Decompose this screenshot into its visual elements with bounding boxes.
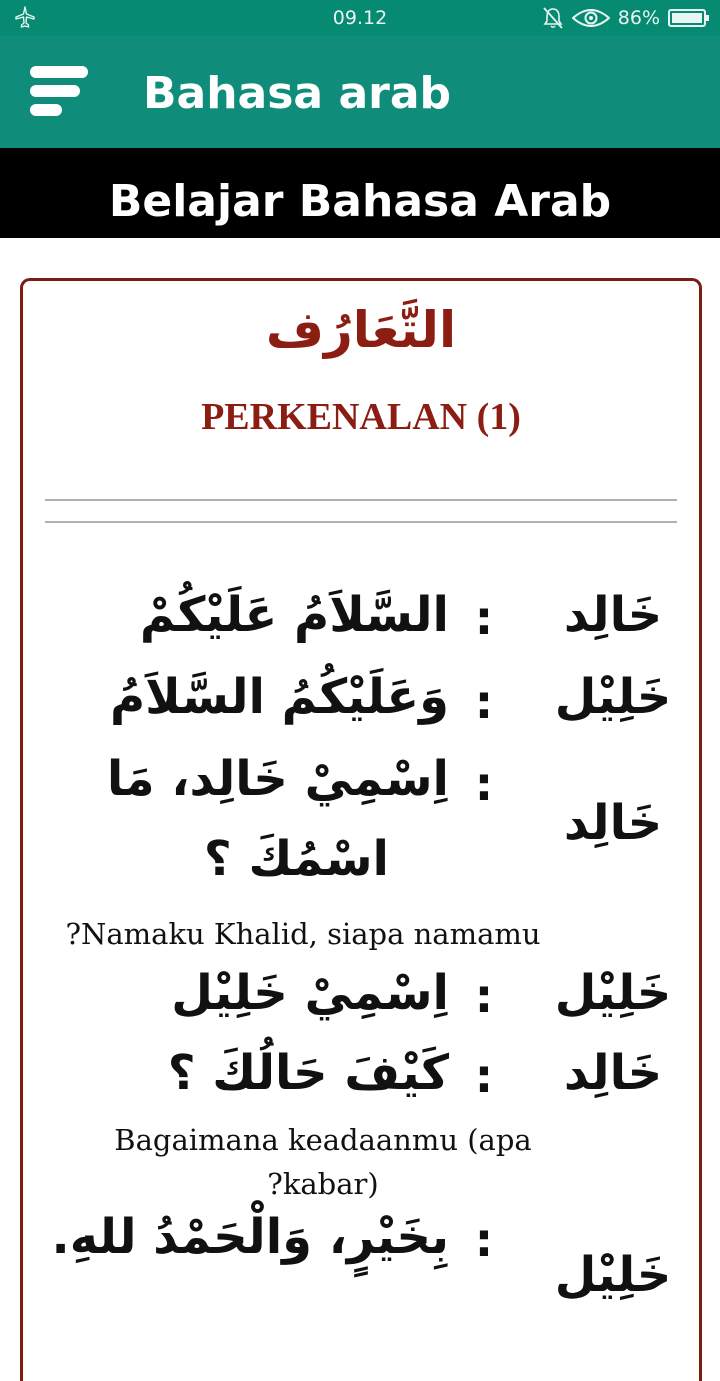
dialogue-speaker: خَلِيْل bbox=[554, 1247, 672, 1303]
divider-top bbox=[45, 499, 677, 501]
dialogue-colon: : bbox=[474, 591, 494, 645]
app-bar bbox=[0, 36, 720, 148]
menu-icon[interactable] bbox=[28, 62, 92, 120]
dialogue-colon: : bbox=[474, 969, 494, 1023]
dialogue-text: بِخَيْرٍ، وَالْحَمْدُ للهِ. bbox=[51, 1209, 449, 1265]
lesson-card bbox=[20, 278, 702, 1381]
status-time: 09.12 bbox=[332, 7, 388, 29]
dialogue-colon: : bbox=[474, 1049, 494, 1103]
dialogue-text: كَيْفَ حَالُكَ ؟ bbox=[167, 1045, 449, 1101]
dialogue-colon: : bbox=[474, 757, 494, 811]
dialogue-speaker: خَالِد bbox=[563, 1045, 663, 1101]
dialogue-speaker: خَلِيْل bbox=[554, 669, 672, 725]
eye-icon bbox=[572, 7, 610, 29]
dialogue-speaker: خَلِيْل bbox=[554, 965, 672, 1021]
dialogue-text-line1: اِسْمِيْ خَالِد، مَا bbox=[106, 751, 449, 807]
app-title: Bahasa arab bbox=[143, 68, 452, 119]
dialogue-translation-line1: Bagaimana keadaanmu (apa bbox=[114, 1123, 532, 1157]
dialogue-translation: ?Namaku Khalid, siapa namamu bbox=[65, 917, 541, 951]
status-bar bbox=[0, 0, 720, 36]
battery-icon bbox=[668, 8, 710, 28]
dialogue-text: وَعَلَيْكُمُ السَّلاَمُ bbox=[109, 669, 449, 725]
lesson-arabic-title: التَّعَارُف bbox=[265, 301, 457, 359]
divider-bottom bbox=[45, 521, 677, 523]
bell-off-icon bbox=[542, 6, 564, 30]
battery-level: 86% bbox=[617, 7, 660, 29]
dialogue-text-line2: اسْمُكَ ؟ bbox=[203, 831, 389, 887]
dialogue-translation-line2: ?kabar) bbox=[267, 1167, 379, 1201]
lesson-subtitle: PERKENALAN (1) bbox=[201, 396, 521, 438]
dialogue-colon: : bbox=[474, 675, 494, 729]
dialogue-colon: : bbox=[474, 1213, 494, 1267]
dialogue-text: اِسْمِيْ خَلِيْل bbox=[171, 965, 449, 1021]
dialogue-text: السَّلاَمُ عَلَيْكُمْ bbox=[139, 587, 449, 643]
dialogue-speaker: خَالِد bbox=[563, 795, 663, 851]
banner-title: Belajar Bahasa Arab bbox=[0, 148, 720, 238]
status-icons bbox=[542, 5, 710, 31]
dialogue-speaker: خَالِد bbox=[563, 587, 663, 643]
